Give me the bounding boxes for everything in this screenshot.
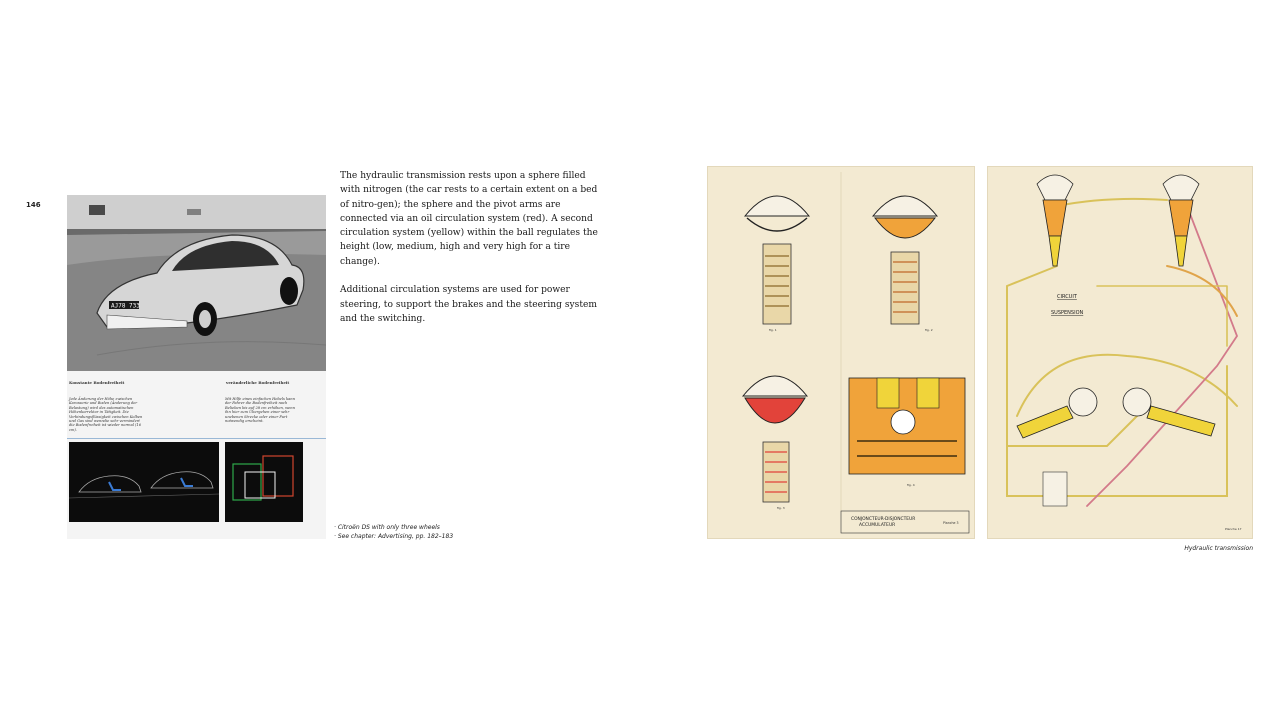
diagram-fig-4 <box>849 378 965 487</box>
license-plate: AJ78 733 <box>111 302 140 310</box>
right-page-caption: Hydraulic transmission <box>1184 545 1253 552</box>
front-left-cylinder <box>1037 175 1073 266</box>
diagram-fig-2 <box>873 196 937 332</box>
diagram-fig-1 <box>745 196 809 332</box>
plate-left-title-2: ACCUMULATEUR <box>859 523 896 528</box>
ad-heading-right: veränderliche Bodenfreiheit <box>226 380 290 385</box>
reservoir <box>1043 472 1067 506</box>
fig-4-label: fig. 4 <box>907 483 915 487</box>
body-paragraph-2: Additional circulation systems are used for power steering, to support the brakes and the steering system and the switching. <box>340 285 597 324</box>
rear-right-cylinder <box>1123 388 1215 436</box>
photo-captions <box>334 523 453 541</box>
ad-divider <box>67 438 326 439</box>
ad-heading-left: Konstante Bodenfreiheit <box>69 380 125 385</box>
caption-line-2: · See chapter: Advertising, pp. 182–183 <box>334 533 454 540</box>
page-number: 146 <box>26 201 41 209</box>
ad-text-right: Mit Hilfe eines einfachen Hebels kann der Fahrer die Bodenfreiheit nach Belieben bis auf 28 cm erhöhen, wenn ihn hier zum Übergehen einer sehr unebenen Strecke oder einer Furt notwendig erscheint. <box>225 397 295 424</box>
body-text <box>340 169 602 341</box>
ad-silhouettes-right <box>225 442 303 522</box>
plate-left-title-1: CONJONCTEUR-DISJONCTEUR <box>851 517 916 522</box>
ad-silhouettes-left <box>69 442 219 522</box>
suspension-circuit-plate <box>987 166 1253 539</box>
accumulator-diagram-plate <box>707 166 975 539</box>
citroen-ds-photo <box>67 195 326 371</box>
fig-1-label: fig. 1 <box>769 328 777 332</box>
plate-left-number: Planche 3 <box>943 521 959 525</box>
fig-3-label: fig. 3 <box>777 506 785 510</box>
plate-right-number: Planche 17 <box>1225 527 1242 531</box>
fig-2-label: fig. 2 <box>925 328 933 332</box>
circuit-title-2: SUSPENSION <box>1051 310 1084 316</box>
caption-line-1: · Citroën DS with only three wheels <box>334 524 440 531</box>
advertising-panel <box>67 371 326 539</box>
ad-text-left: Jede Änderung der Höhe zwischen Karosserie und Boden (Änderung der Belastung) wird des automatischen Höhenkorrektor in Tätigkeit. Die Verbindungsflüssigkeit zwischen Kolben und Gas sind wenndie sehr vermindert die Bodenfreiheit ist wieder normal (16 cm). <box>69 397 143 432</box>
diagram-fig-3 <box>743 376 807 510</box>
front-right-cylinder <box>1163 175 1199 266</box>
body-paragraph-1: The hydraulic transmission rests upon a sphere filled with nitrogen (the car rests to a certain extent on a bed of nitro-gen); the sphere and the pivot arms are connected via an oil circulation system (red). A second circulation system (yellow) within the ball regulates the height (low, medium, high and very high for a tire change). <box>340 171 598 267</box>
circuit-title-1: CIRCUIT <box>1057 294 1077 300</box>
